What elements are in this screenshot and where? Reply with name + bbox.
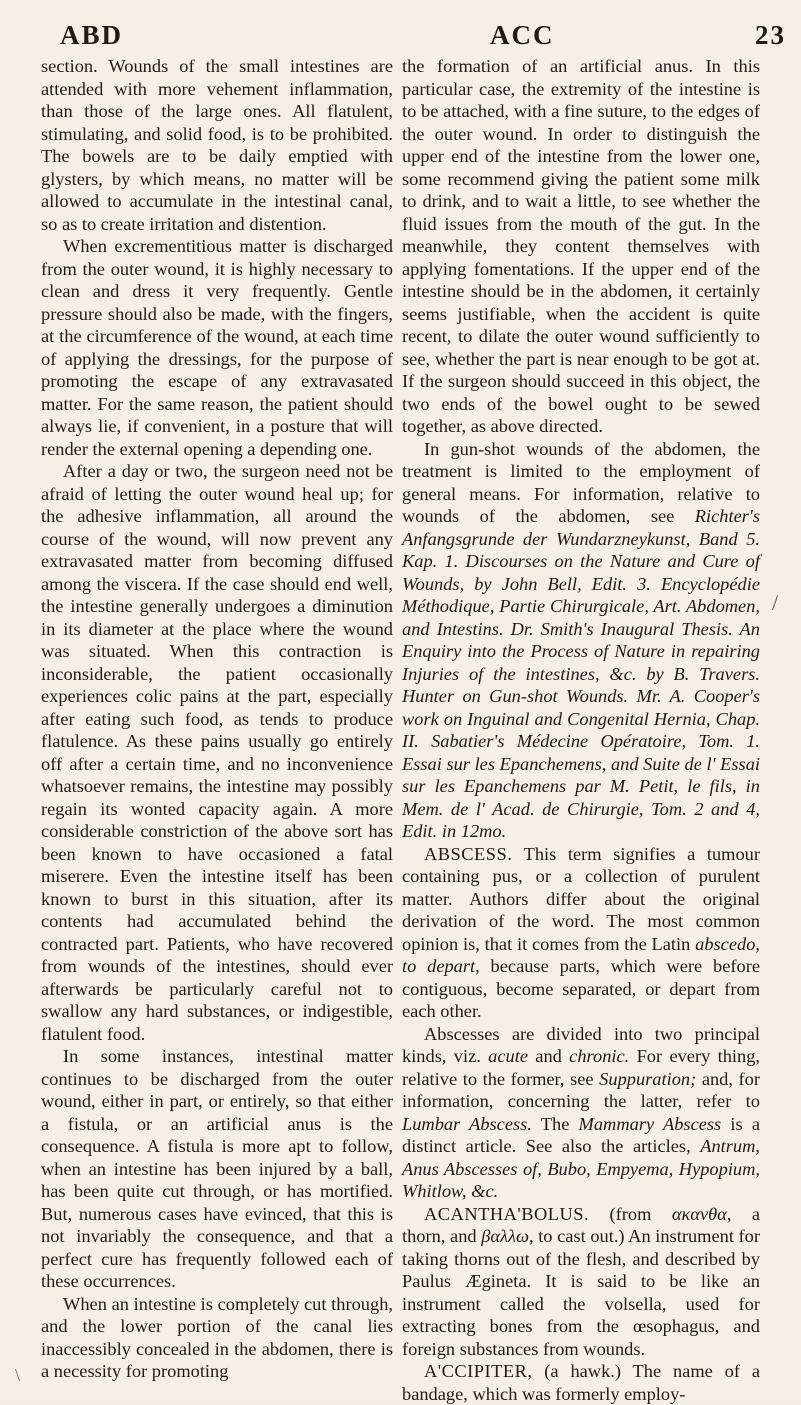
ref-mammary-abscess: Mammary Abscess (578, 1113, 722, 1134)
term-acute: acute (488, 1046, 528, 1066)
paragraph-cut-through: When an intestine is completely cut through, and the lower portion of the canal lies inaccessibly concealed in the abdomen, there is a necessity for promoting (41, 1293, 393, 1381)
ref-articles-list: Antrum, Anus Abscesses of, Bubo, Empyema, Hypopium, Whitlow, &c. (402, 1136, 760, 1201)
paragraph-gunshot-wounds (402, 438, 760, 843)
abscess-kinds-text-a: Abscesses are divided into two principal kinds, viz. (402, 1023, 760, 1066)
entry-term-abscess: ABSCESS. (424, 843, 513, 864)
header-right-guide-word: ACC (490, 20, 555, 50)
paragraph-artificial-anus: the formation of an artificial anus. In this particular case, the extremity of the intestine is to be attached, with a fine suture, to the edges of the outer wound. In order to distinguish the upper end of the intestine from the lower one, some recommend giving the patient some milk to drink, and to wait a little, to see whether the fluid issues from the mouth of the gut. In the meanwhile, they content themselves with applying fomentations. If the upper end of the intestine should be in the abdomen, it certainly seems justifiable, when the accident is quite recent, to dilate the outer wound sufficiently to see, whether the part is near enough to be got at. If the surgeon should succeed in this object, the two ends of the bowel ought to be sewed together, as above directed. (402, 56, 760, 436)
accipiter-definition: (a hawk.) The name of a bandage, which was formerly employ- (402, 1361, 760, 1404)
acanthabolus-text-c: , to cast out.) An instrument for taking thorns out of the flesh, and described by Paulus Ægineta. It is said to be like an instrument called the volsella, used for extracting bones from the œsophagus, and foreign substances from wounds. (402, 1226, 761, 1359)
paragraph-excrementitious-matter: When excrementitious matter is discharged from the outer wound, it is highly necessary to clean and dress it very frequently. Gentle pressure should also be made, with the fingers, at the circumference of the wound, at each time of applying the dressings, for the purpose of promoting the escape of any extravasated matter. For the same reason, the patient should always lie, if convenient, in a posture that will render the external opening a depending one. (41, 236, 393, 459)
page-number: 23 (755, 20, 786, 50)
abscess-definition: This term signifies a tumour containing pus, or a collection of purulent matter. Authors differ about the original derivation of the word. The most common opinion is, that it comes from the Latin (402, 843, 760, 954)
acanthabolus-text-b: , a thorn, and (402, 1203, 760, 1246)
header-left-guide-word: ABD (60, 20, 124, 50)
acanthabolus-text-a: (from (589, 1203, 672, 1224)
entry-term-accipiter: A'CCIPITER, (424, 1361, 533, 1381)
abscess-kinds-text-b: For every thing, relative to the former, see (402, 1046, 760, 1089)
running-header (0, 10, 801, 50)
abscess-kinds-text-c: and, for information, concerning the latter, refer to (402, 1068, 760, 1111)
paragraph-healing: After a day or two, the surgeon need not be afraid of letting the outer wound heal up; for the adhesive inflammation, all around the course of the wound, will now prevent any extravasated matter from becoming diffused among the viscera. If the case should end well, the intestine generally undergoes a diminution in its diameter at the place where the wound was situated. When this contraction is inconsiderable, the patient occasionally experiences colic pains at the part, especially after eating such food, as tends to produce flatulence. As these pains usually go entirely off after a certain time, and no inconvenience whatsoever remains, the intestine may possibly regain its wonted capacity again. A more considerable constriction of the above sort has been known to have occasioned a fatal miserere. Even the intestine itself has been known to burst in this situation, after its contents had accumulated behind the contracted part. Patients, who have recovered from wounds of the intestines, should ever afterwards be particularly careful not to swallow any hard substances, or indigestible, flatulent food. (41, 461, 393, 1044)
ref-suppuration: Suppuration; (599, 1068, 697, 1089)
paragraph-abscess-kinds (402, 1023, 760, 1203)
entry-term-acanthabolus: ACANTHA'BOLUS. (424, 1203, 590, 1224)
ref-lumbar-abscess: Lumbar Abscess. (402, 1113, 532, 1134)
paragraph-fistula: In some instances, intestinal matter continues to be discharged from the outer wound, either in part, or entirely, so that either a fistula, or an artificial anus is the consequence. A fistula is more apt to follow, when an intestine has been injured by a ball, has been quite cut through, or has mortified. But, numerous cases have evinced, that this is not invariably the consequence, and that a perfect cure has frequently followed each of these occurrences. (41, 1046, 393, 1291)
left-column (41, 55, 393, 1383)
right-column (402, 55, 760, 1405)
greek-word-cast: βαλλω (481, 1226, 529, 1246)
greek-word-thorn: ακανθα (671, 1203, 727, 1224)
abscess-kinds-text-e: is a distinct article. See also the articles, (402, 1113, 760, 1156)
abscess-definition-end: because parts, which were before contiguous, become separated, or depart from each other. (402, 956, 760, 1021)
term-chronic: chronic. (569, 1046, 630, 1066)
entry-abscess (402, 843, 760, 1023)
abscess-latin-etymology: abscedo, to depart, (402, 933, 760, 976)
paragraph-intestine-wounds: section. Wounds of the small intestines are attended with more vehement inflammation, than those of the large ones. All flatulent, stimulating, and solid food, is to be prohibited. The bowels are to be daily emptied with glysters, by which means, no matter will be allowed to accumulate in the intestinal canal, so as to create irritation and distention. (41, 56, 393, 234)
entry-acanthabolus (402, 1203, 760, 1361)
margin-pencil-mark: / (772, 590, 779, 615)
gunshot-lead-text: In gun-shot wounds of the abdomen, the treatment is limited to the employment of general means. For information, relative to wounds of the abdomen, see (402, 438, 760, 526)
entry-accipiter (402, 1360, 760, 1405)
abscess-kinds-and: and (527, 1046, 570, 1066)
footer-pencil-mark: \ (15, 1365, 21, 1385)
abscess-kinds-text-d: The (531, 1113, 579, 1134)
references-list: Richter's Anfangsgrunde der Wundarzneykunst, Band 5. Kap. 1. Discourses on the Nature and Cure of Wounds, by John Bell, Edit. 3. Encyclopédie Méthodique, Partie Chirurgicale, Art. Abdomen, and Intestins. Dr. Smith's Inaugural Thesis. An Enquiry into the Process of Nature in repairing Injuries of the intestines, &c. by B. Travers. Hunter on Gun-shot Wounds. Mr. A. Cooper's work on Inguinal and Congenital Hernia, Chap. II. Sabatier's Médecine Opératoire, Tom. 1. Essai sur les Epanchemens, and Suite de l' Essai sur les Epanchemens par M. Petit, le fils, in Mem. de l' Acad. de Chirurgie, Tom. 2 and 4, Edit. in 12mo. (402, 506, 760, 841)
